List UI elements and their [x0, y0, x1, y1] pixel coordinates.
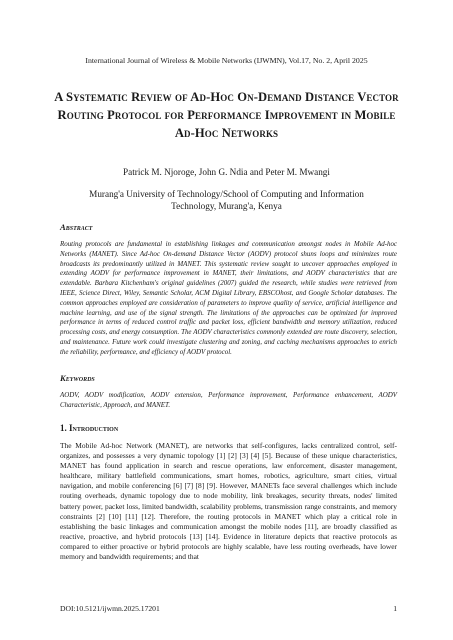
author-list: Patrick M. Njoroge, John G. Ndia and Peter M. Mwangi [123, 167, 330, 177]
introduction-text: The Mobile Ad-hoc Network (MANET), are networks that self-configures, lacks centralized control, self-organizes, and possesses a very dynamic topology [1] [2] [3] [4] [5]. Because of these unique characteristics, MANET has found application in search and rescue operations, law enforcement, disaster management, healthcare, military battlefield communications, smart homes, robotics, agriculture, smart cities, virtual navigation, and mobile conferencing [6] [7] [8] [9]. However, MANETs face several challenges which include routing overheads, dynamic topology due to node mobility, link breakages, security threats, nodes' limited battery power, packet loss, limited bandwidth, scalability problems, transmission range constraints, and memory constraints [2] [10] [11] [12]. Therefore, the routing protocols in MANET which play a critical role in establishing the basic linkages and communication amongst the mobile nodes [11], are broadly classified as reactive, proactive, and hybrid protocols [13] [14]. Evidence in literature depicts that reactive protocols as compared to either proactive or hybrid protocols are highly scalable, have less routing overheads, have lower memory and bandwidth requirements; and that [60, 441, 397, 562]
abstract-text: Routing protocols are fundamental in establishing linkages and communication amongst nodes in Mobile Ad-hoc Networks (MANET). Since Ad-hoc On-demand Distance Vector (AODV) protocol shuns loops and minimizes route broadcasts its predominantly utilized in MANET. This systematic review sought to uncover approaches employed in extending AODV for performance improvement in MANET, their limitations, and AODV characteristics that are extendable. Barbara Kitchenham's original guidelines (2007) guided the research, while studies were retrieved from IEEE, Science Direct, Wiley, Semantic Scholar, ACM Digital Library, EBSCOhost, and Google Scholar databases. The common approaches employed are consideration of parameters to improve quality of service, artificial intelligence and machine learning, and use of the signal strength. The limitations of the approaches can be optimized for improved performance in terms of reduced control traffic and packet loss, efficient bandwidth and memory utilization, reduced processing costs, and energy consumption. The AODV characteristics commonly extended are route discovery, selection, and maintenance. Future work could investigate clustering and zoning, and caching mechanisms approaches to enrich the reliability, performance, and efficiency of AODV protocol. [60, 240, 397, 356]
keywords-text: AODV, AODV modification, AODV extension, Performance improvement, Performance enhancement, AODV Characteristic, Approach, and MANET. [60, 391, 397, 409]
abstract-heading: Abstract [60, 222, 93, 232]
paper-title: A Systematic Review of Ad-Hoc On-Demand Distance Vector Routing Protocol for Performance Improvement in Mobile Ad-Hoc Networks [54, 90, 399, 140]
journal-header: International Journal of Wireless & Mobile Networks (IJWMN), Vol.17, No. 2, April 2025 [85, 56, 368, 65]
keywords-heading: Keywords [60, 373, 95, 383]
page-number: 1 [393, 604, 397, 613]
doi-footer: DOI:10.5121/ijwmn.2025.17201 [60, 604, 160, 613]
introduction-heading: 1. Introduction [60, 423, 119, 433]
author-affiliation: Murang'a University of Technology/School of Computing and Information Technology, Murang'a, Kenya [89, 189, 364, 211]
